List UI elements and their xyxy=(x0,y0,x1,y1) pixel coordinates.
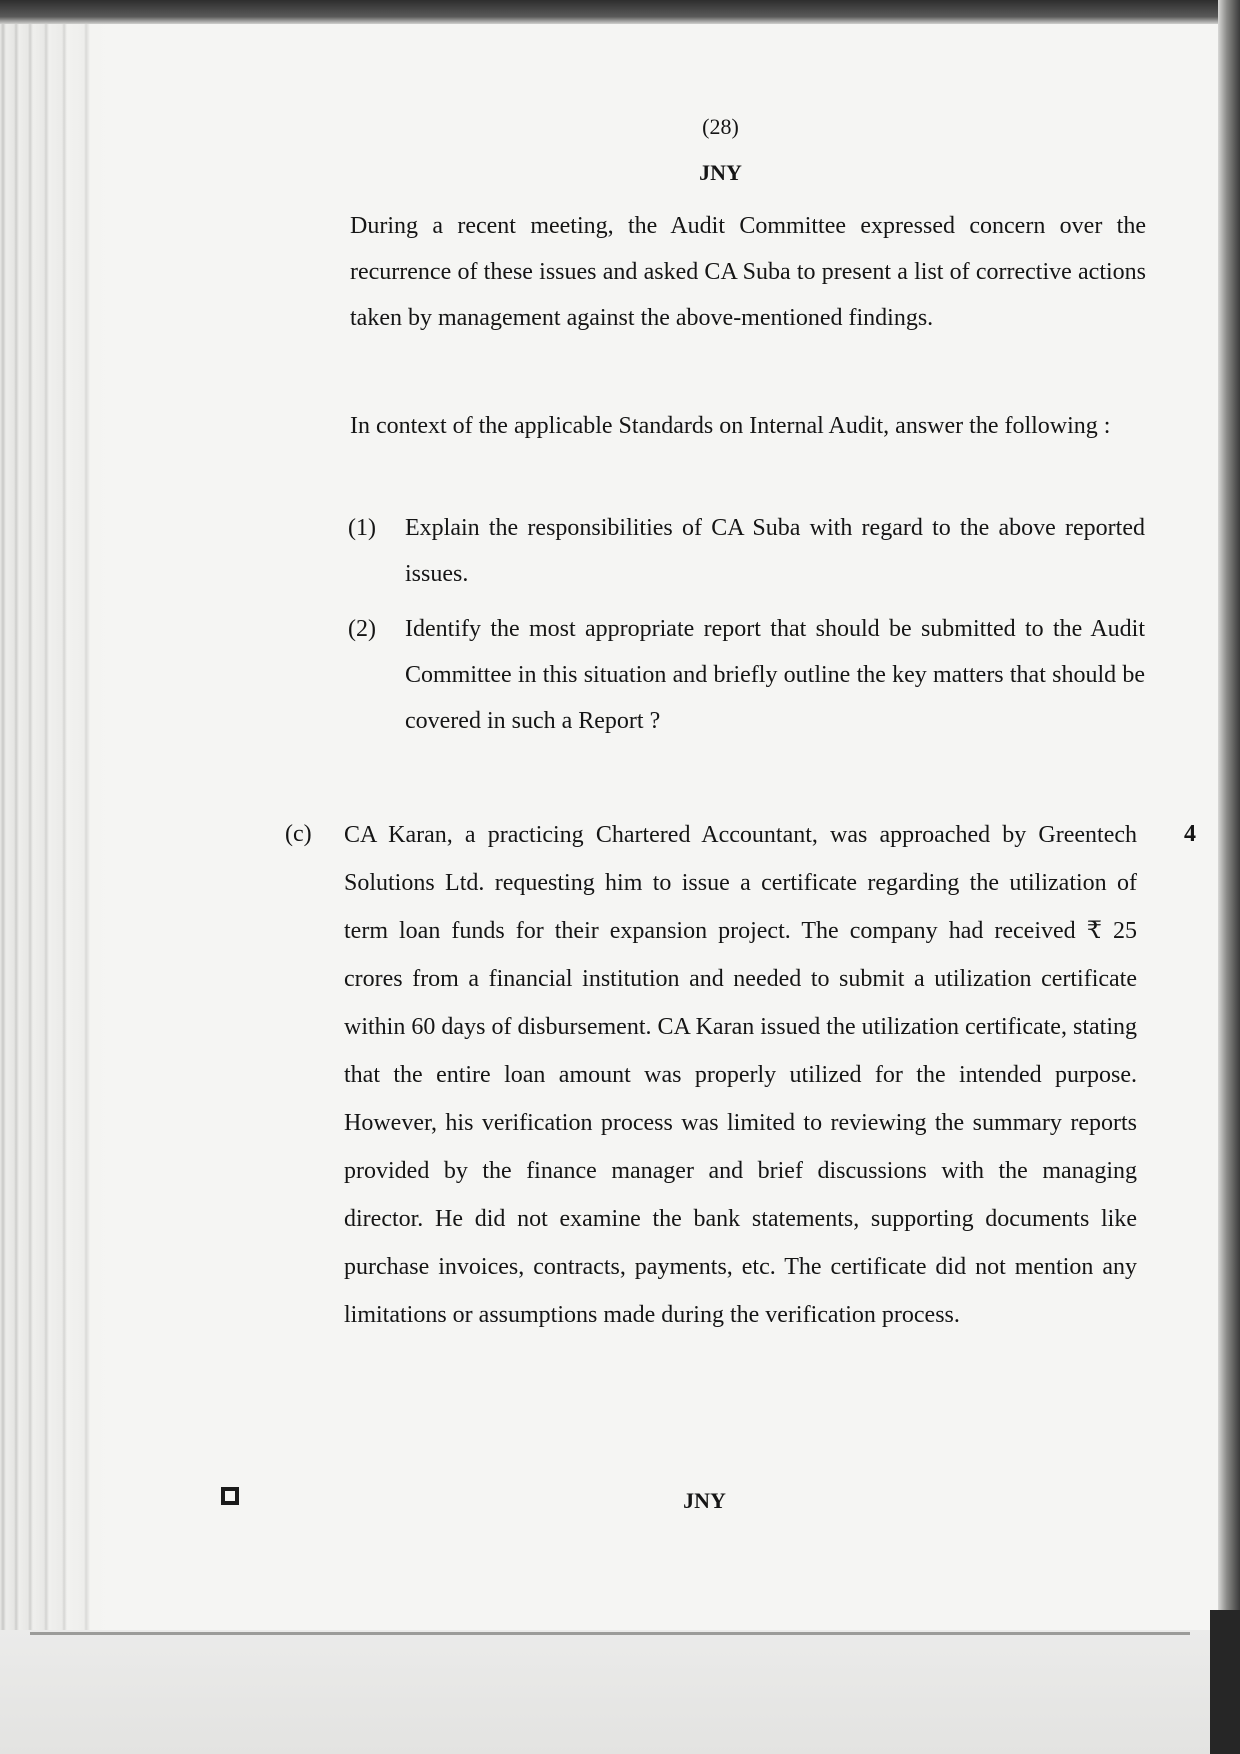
scan-top-shadow xyxy=(0,0,1240,24)
question-c-marks: 4 xyxy=(1184,821,1196,847)
question-2-number: (2) xyxy=(348,616,376,642)
question-2-text: Identify the most appropriate report that should be submitted to the Audit Committee in this situation and briefly outline the key matters that should be covered in such a Report ? xyxy=(405,616,1145,734)
question-1-number: (1) xyxy=(348,515,376,541)
question-c-text: CA Karan, a practicing Chartered Accountant, was approached by Greentech Solutions Ltd. requesting him to issue a certificate regarding the utilization of term loan funds for their expansion project. The company had received ₹ 25 crores from a financial institution and needed to submit a utilization certificate within 60 days of disbursement. CA Karan issued the utilization certificate, stating that the entire loan amount was properly utilized for the intended purpose. However, his verification process was limited to reviewing the summary reports provided by the finance manager and brief discussions with the managing director. He did not examine the bank statements, supporting documents like purchase invoices, contracts, payments, etc. The certificate did not mention any limitations or assumptions made during the verification process. xyxy=(344,822,1137,1328)
meeting-paragraph: During a recent meeting, the Audit Committee expressed concern over the recurrence of these issues and asked CA Suba to present a list of corrective actions taken by management against the above-mentioned findings. xyxy=(350,213,1146,331)
paper-code: JNY xyxy=(699,160,742,185)
question-1-text: Explain the responsibilities of CA Suba with regard to the above reported issues. xyxy=(405,515,1145,587)
page-number: (28) xyxy=(702,114,739,139)
context-paragraph: In context of the applicable Standards on Internal Audit, answer the following : xyxy=(350,413,1111,439)
stacked-page-edges xyxy=(0,20,110,1640)
footer-paper-code: JNY xyxy=(683,1488,726,1513)
question-c-label: (c) xyxy=(285,821,312,847)
page-bottom-edge xyxy=(30,1632,1190,1635)
scan-right-corner xyxy=(1210,1610,1240,1754)
scan-bottom-area xyxy=(0,1630,1218,1754)
